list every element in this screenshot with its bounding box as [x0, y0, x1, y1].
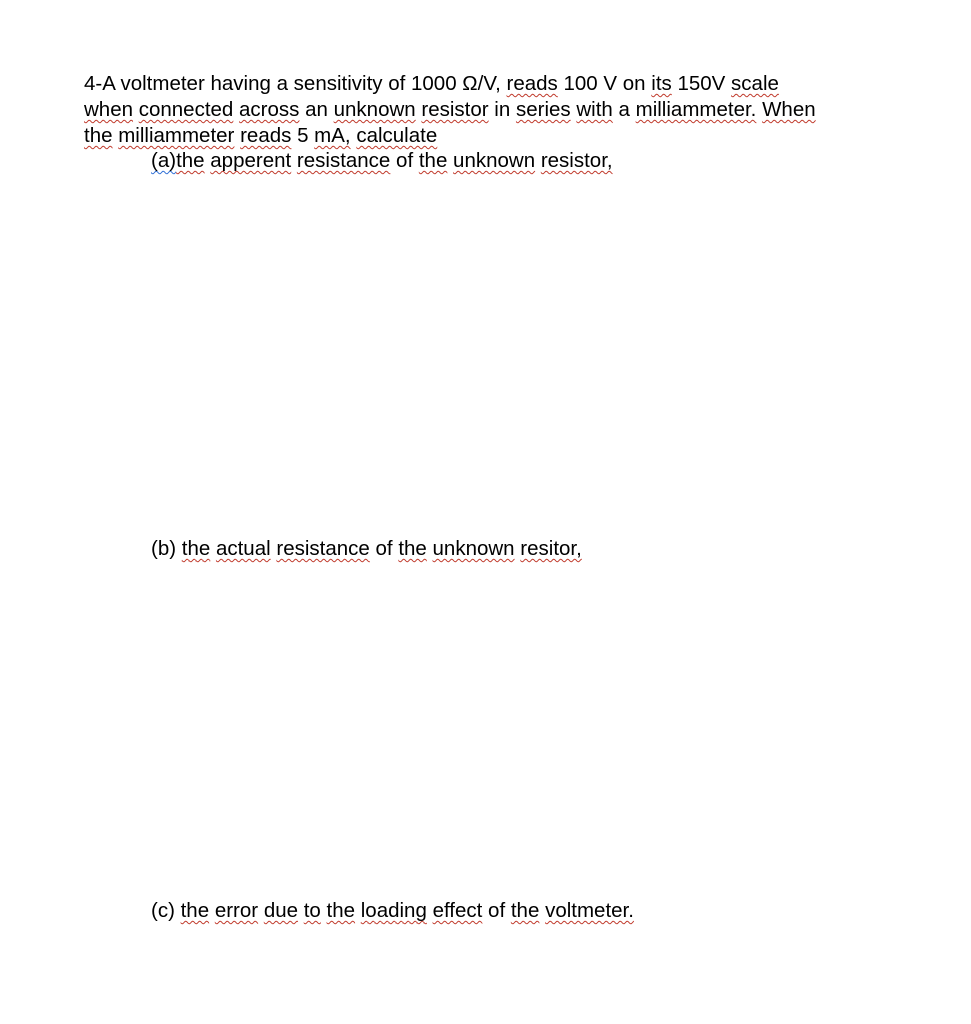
- spellcheck-word: its: [651, 72, 672, 95]
- spellcheck-word: to: [303, 899, 321, 922]
- spellcheck-word: the: [326, 899, 356, 922]
- spellcheck-word: milliammeter.: [635, 98, 757, 121]
- question-part-c: [151, 898, 634, 924]
- spellcheck-word: actual: [215, 537, 271, 560]
- spellcheck-word: the: [418, 149, 448, 172]
- spellcheck-word: resistance: [276, 537, 370, 560]
- problem-line-3: [84, 123, 437, 149]
- text-segment: of: [369, 537, 399, 560]
- spellcheck-word: reads: [506, 72, 558, 95]
- spellcheck-word: apperent: [210, 149, 292, 172]
- spellcheck-word: mA,: [314, 124, 351, 147]
- problem-line-2: [84, 97, 816, 123]
- spellcheck-word: resistor,: [540, 149, 613, 172]
- spellcheck-word: unknown: [453, 149, 536, 172]
- text-segment: 5: [291, 124, 315, 147]
- spellcheck-word: voltmeter.: [545, 899, 634, 922]
- text-segment: in: [488, 98, 516, 121]
- spellcheck-word: the: [398, 537, 427, 560]
- spellcheck-word: series: [515, 98, 571, 121]
- spellcheck-word: unknown: [432, 537, 515, 560]
- spellcheck-word: loading: [360, 899, 427, 922]
- spellcheck-word: the: [510, 899, 540, 922]
- spellcheck-word: resistor: [421, 98, 489, 121]
- spellcheck-word: across: [239, 98, 300, 121]
- question-part-a: [151, 148, 613, 174]
- spellcheck-word: resitor,: [520, 537, 582, 560]
- text-segment: of: [390, 149, 419, 172]
- spellcheck-word: the: [84, 124, 113, 147]
- spellcheck-word: reads: [240, 124, 292, 147]
- spellcheck-word: When: [762, 98, 816, 121]
- spellcheck-word: resistance: [296, 149, 391, 172]
- spellcheck-word: scale: [731, 72, 779, 95]
- spellcheck-word: effect: [432, 899, 483, 922]
- spellcheck-word: when: [84, 98, 134, 121]
- text-segment: 150V: [671, 72, 732, 95]
- text-segment: of: [482, 899, 511, 922]
- spellcheck-word: the: [176, 149, 205, 172]
- problem-line-1: [84, 71, 779, 97]
- spellcheck-word: unknown: [333, 98, 416, 121]
- spellcheck-word: due: [263, 899, 299, 922]
- part-a-label: (a): [151, 149, 177, 172]
- text-segment: a: [612, 98, 636, 121]
- part-b-label: (b): [151, 537, 182, 560]
- part-c-label: (c): [151, 899, 181, 922]
- text-segment: an: [299, 98, 334, 121]
- spellcheck-word: error: [214, 899, 259, 922]
- spellcheck-word: connected: [138, 98, 234, 121]
- spellcheck-word: calculate: [356, 124, 438, 147]
- question-part-b: [151, 536, 582, 562]
- spellcheck-word: with: [576, 98, 613, 121]
- spellcheck-word: the: [181, 537, 211, 560]
- text-segment: 4-A voltmeter having a sensitivity of 1000 Ω/V,: [84, 72, 507, 95]
- spellcheck-word: the: [180, 899, 210, 922]
- text-segment: 100 V on: [557, 72, 652, 95]
- spellcheck-word: milliammeter: [118, 124, 235, 147]
